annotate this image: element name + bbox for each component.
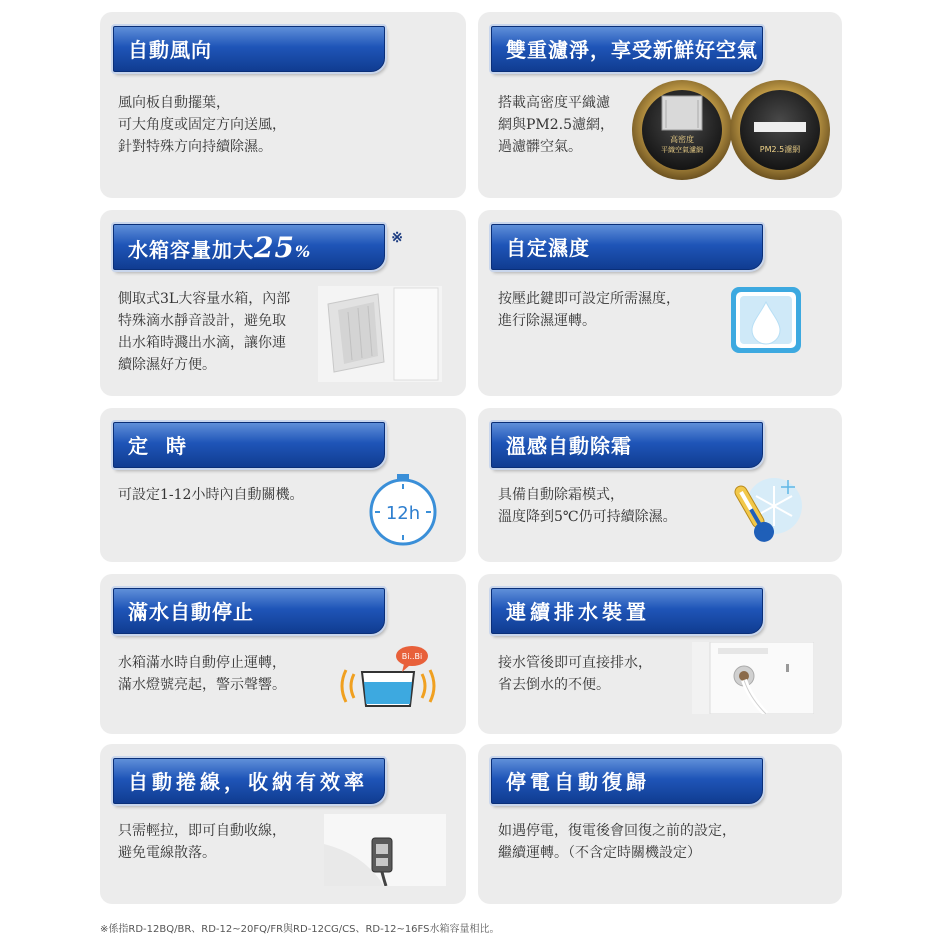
title-main: 水箱容量加大 [128, 238, 254, 262]
feature-title: 定時 [113, 422, 385, 468]
feature-title: 溫感自動除霜 [491, 422, 763, 468]
feature-title [113, 224, 404, 270]
feature-title: 停電自動復歸 [491, 758, 763, 804]
alarm-label: Bi..Bi [401, 652, 423, 661]
water-drop-icon [730, 286, 802, 354]
cord-rewind-photo [324, 814, 446, 886]
feature-card-power-recovery [478, 744, 842, 904]
title-footnote-mark: ※ [391, 230, 404, 246]
feature-desc: 如遇停電，復電後會回復之前的設定， 繼續運轉。（不含定時關機設定） [498, 823, 736, 861]
feature-desc: 可設定1-12小時內自動關機。 [118, 487, 304, 503]
feature-card-dual-filter [478, 12, 842, 198]
full-water-alarm-icon [332, 644, 444, 714]
badge-label-1: 高密度 [670, 135, 694, 144]
filter-badges-icon [630, 78, 834, 186]
feature-card-defrost [478, 408, 842, 562]
feature-card-timer [100, 408, 466, 562]
feature-card-custom-humidity [478, 210, 842, 396]
feature-card-auto-wind [100, 12, 466, 198]
feature-card-auto-cord-rewind [100, 744, 466, 904]
feature-title: 雙重濾淨，享受新鮮好空氣 [491, 26, 763, 72]
feature-desc: 側取式3L大容量水箱，內部 特殊滴水靜音設計，避免取 出水箱時濺出水滴，讓你連 續除濕好方便。 [118, 291, 291, 373]
badge-label-1b: 平織空氣濾網 [661, 146, 703, 154]
feature-desc: 只需輕拉，即可自動收線， 避免電線散落。 [118, 823, 286, 861]
title-percent: % [294, 242, 312, 261]
feature-title: 滿水自動停止 [113, 588, 385, 634]
feature-desc: 具備自動除霜模式， 溫度降到5℃仍可持續除濕。 [498, 487, 677, 525]
feature-card-water-tank [100, 210, 466, 396]
drain-hose-photo [692, 642, 814, 714]
clock-12h-icon [366, 472, 440, 548]
feature-desc: 接水管後即可直接排水， 省去倒水的不便。 [498, 655, 652, 693]
water-tank-photo [318, 286, 442, 382]
feature-card-full-water-stop [100, 574, 466, 734]
feature-desc: 搭載高密度平織濾 網與PM2.5濾網， 過濾髒空氣。 [498, 95, 615, 155]
feature-desc: 按壓此鍵即可設定所需濕度， 進行除濕運轉。 [498, 291, 680, 329]
feature-title: 自動捲線，收納有效率 [113, 758, 385, 804]
feature-title: 自動風向 [113, 26, 385, 72]
feature-desc: 水箱滿水時自動停止運轉， 滿水燈號亮起，警示聲響。 [118, 655, 286, 693]
feature-title: 連續排水裝置 [491, 588, 763, 634]
thermometer-snow-icon [728, 472, 808, 552]
footnote: ※係指RD-12BQ/BR、RD-12~20FQ/FR與RD-12CG/CS、RD-12~16FS水箱容量相比。 [100, 924, 500, 935]
title-number: 25 [254, 231, 295, 264]
feature-title: 自定濕度 [491, 224, 763, 270]
feature-desc: 風向板自動擺葉， 可大角度或固定方向送風， 針對特殊方向持續除濕。 [118, 95, 286, 155]
clock-label: 12h [385, 503, 421, 524]
feature-card-continuous-drain [478, 574, 842, 734]
badge-label-2: PM2.5濾網 [759, 145, 801, 154]
